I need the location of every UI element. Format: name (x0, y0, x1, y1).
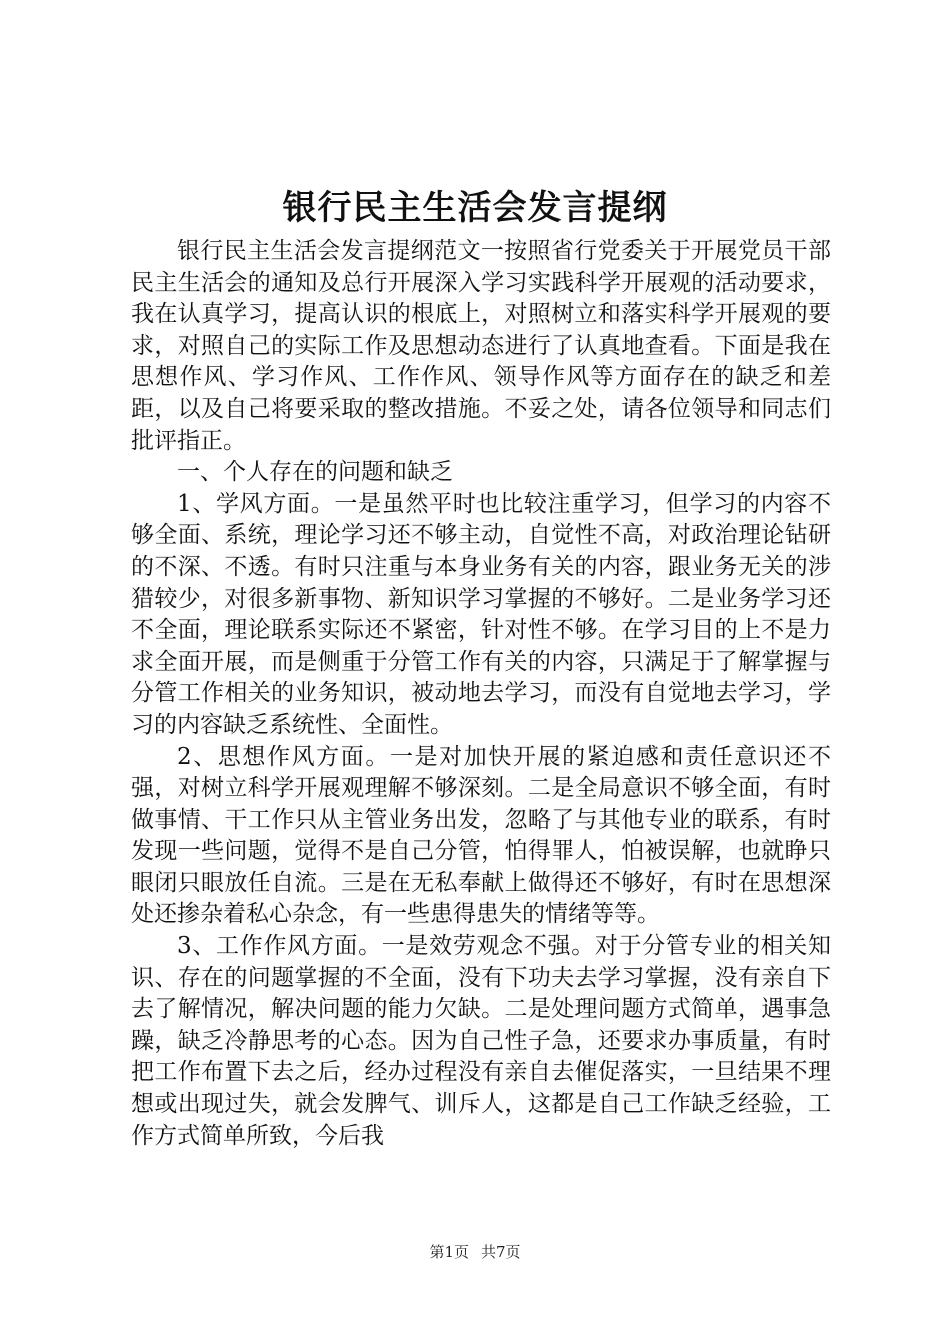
paragraph-section-heading: 一、个人存在的问题和缺乏 (177, 459, 453, 486)
page-number: 第1页 (429, 1243, 469, 1261)
document-title: 银行民主生活会发言提纲 (282, 188, 668, 228)
page-total: 共7页 (481, 1243, 521, 1261)
paragraph-study-style: 1、学风方面。一是虽然平时也比较注重学习，但学习的内容不够全面、系统，理论学习还不够主动，自觉性不高，对政治理论钻研的不深、不透。有时只注重与本身业务有关的内容，跟业务无关的涉猎较少，对很多新事物、新知识学习掌握的不够好。二是业务学习还不全面，理论联系实际还不紧密，针对性不够。在学习目的上不是力求全面开展，而是侧重于分管工作有关的内容，只满足于了解掌握与分管工作相关的业务知识，被动地去学习，而没有自觉地去学习，学习的内容缺乏系统性、全面性。 (131, 490, 831, 738)
paragraph-intro: 银行民主生活会发言提纲范文一按照省行党委关于开展党员干部民主生活会的通知及总行开展深入学习实践科学开展观的活动要求，我在认真学习，提高认识的根底上，对照树立和落实科学开展观的要求，对照自己的实际工作及思想动态进行了认真地查看。下面是我在思想作风、学习作风、工作作风、领导作风等方面存在的缺乏和差距，以及自己将要采取的整改措施。不妥之处，请各位领导和同志们批评指正。 (131, 238, 831, 454)
document-body (131, 236, 831, 1152)
paragraph-work-style: 3、工作作风方面。一是效劳观念不强。对于分管专业的相关知识、存在的问题掌握的不全面，没有下功夫去学习掌握，没有亲自下去了解情况，解决问题的能力欠缺。二是处理问题方式简单，遇事急躁，缺乏冷静思考的心态。因为自己性子急，还要求办事质量，有时把工作布置下去之后，经办过程没有亲自去催促落实，一旦结果不理想或出现过失，就会发脾气、训斥人，这都是自己工作缺乏经验，工作方式简单所致，今后我 (131, 933, 831, 1149)
paragraph-thought-style: 2、思想作风方面。一是对加快开展的紧迫感和责任意识还不强，对树立科学开展观理解不够深刻。二是全局意识不够全面，有时做事情、干工作只从主管业务出发，忽略了与其他专业的联系，有时发现一些问题，觉得不是自己分管，怕得罪人，怕被误解，也就睁只眼闭只眼放任自流。三是在无私奉献上做得还不够好，有时在思想深处还掺杂着私心杂念，有一些患得患失的情绪等等。 (131, 743, 831, 928)
page-footer (0, 1242, 950, 1262)
